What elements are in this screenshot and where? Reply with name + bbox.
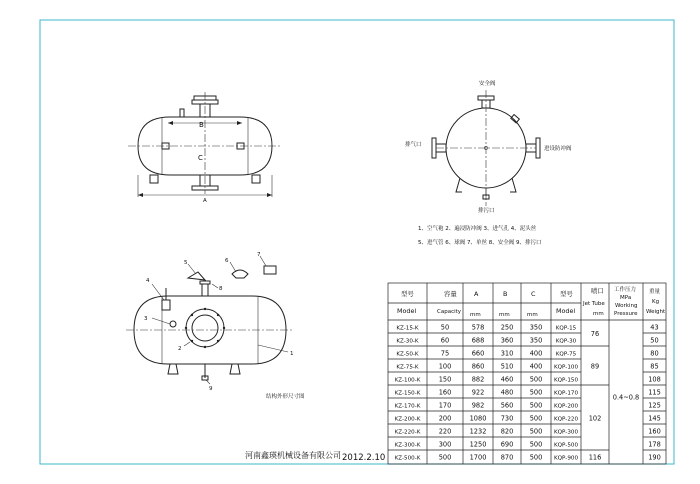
left-foot xyxy=(150,175,158,183)
legend-line-2: 5、进气管 6、球阀 7、单丝 8、安全阀 9、排污口 xyxy=(418,240,542,246)
callout-4: 4 xyxy=(146,278,150,284)
footer-company: 河南鑫瑛机械设备有限公司 xyxy=(245,451,341,460)
table-model-cell: KZ-50-K xyxy=(396,351,419,358)
table-model-cell: KQP-220 xyxy=(553,416,579,423)
table-cell: 578 xyxy=(471,323,485,332)
table-jet-tube-cell: 116 xyxy=(588,453,602,462)
table-model-cell: KQP-900 xyxy=(553,455,579,462)
table-cell: 50 xyxy=(440,323,450,332)
table-cell: 220 xyxy=(438,427,452,436)
callout-9: 9 xyxy=(209,386,213,392)
table-cell: 400 xyxy=(529,349,543,358)
table-cell: 500 xyxy=(529,427,543,436)
safety-valve-label: 安全阀 xyxy=(479,81,496,87)
table-cell: 660 xyxy=(471,349,485,358)
dim-b-label: B xyxy=(199,121,204,129)
table-model-cell: KQP-200 xyxy=(553,403,579,410)
table-cell: 310 xyxy=(500,349,514,358)
table-jet-tube-cell: 102 xyxy=(588,414,602,423)
table-weight-cell: 145 xyxy=(648,414,661,423)
table-cell: 360 xyxy=(500,336,514,345)
small-pipe xyxy=(180,109,184,117)
th-c: C xyxy=(531,290,536,298)
table-cell: 860 xyxy=(471,362,485,371)
table-cell: 200 xyxy=(438,414,452,423)
table-cell: 75 xyxy=(440,349,450,358)
callout-3: 3 xyxy=(144,316,148,322)
structure-safety-valve-cap xyxy=(200,281,210,284)
table-model-cell: KQP-500 xyxy=(553,442,579,449)
structure-caption: 结构外形尺寸图 xyxy=(266,394,305,400)
top-right-boss xyxy=(511,115,520,123)
table-model-cell: KZ-150-K xyxy=(394,390,421,397)
table-model-cell: KZ-30-K xyxy=(396,338,419,345)
table-weight-cell: 80 xyxy=(650,349,659,358)
table-weight-cell: 85 xyxy=(650,362,659,371)
table-cell: 250 xyxy=(500,323,514,332)
th-capacity-cn: 容量 xyxy=(444,290,457,298)
th-weight-en: Weight xyxy=(646,309,666,315)
table-cell: 1080 xyxy=(469,414,487,423)
th-b-unit: mm xyxy=(499,312,510,318)
table-cell: 1700 xyxy=(469,453,487,462)
table-cell: 688 xyxy=(471,336,485,345)
table-pressure-cell: 0.4~0.8 xyxy=(612,393,640,402)
th-pressure-unit: MPa xyxy=(620,295,632,301)
table-model-cell: KQP-30 xyxy=(555,338,577,345)
inlet-port-label: 进设防冲阀 xyxy=(544,146,572,152)
footer-date: 2012.2.10 xyxy=(342,453,386,463)
table-cell: 1232 xyxy=(469,427,487,436)
table-cell: 560 xyxy=(500,401,514,410)
th-tube-en: Jet Tube xyxy=(583,301,605,307)
callout-1: 1 xyxy=(290,351,294,357)
callout-7: 7 xyxy=(257,252,261,258)
structure-valve-6 xyxy=(232,270,248,278)
table-cell: 500 xyxy=(529,375,543,384)
vent-port-label: 排气口 xyxy=(405,142,422,148)
table-cell: 500 xyxy=(529,453,543,462)
table-weight-cell: 108 xyxy=(648,375,661,384)
th-model-cn: 型号 xyxy=(401,290,414,298)
table-cell: 400 xyxy=(529,362,543,371)
table-model-cell: KZ-300-K xyxy=(394,442,421,449)
table-cell: 882 xyxy=(471,375,485,384)
th-pressure-en2: Pressure xyxy=(614,311,638,317)
callout-8: 8 xyxy=(219,286,223,292)
callout-5: 5 xyxy=(184,260,188,266)
th-a: A xyxy=(474,290,479,298)
table-cell: 1250 xyxy=(469,440,487,449)
table-cell: 820 xyxy=(500,427,514,436)
callout-6: 6 xyxy=(225,258,229,264)
structure-foot-left xyxy=(168,364,178,374)
table-cell: 500 xyxy=(529,440,543,449)
table-cell: 460 xyxy=(500,375,514,384)
dim-c-label: C xyxy=(198,154,203,162)
table-weight-cell: 43 xyxy=(650,323,659,332)
th-weight-unit: Kg xyxy=(652,299,660,305)
th-model2-en: Model xyxy=(556,307,576,315)
table-cell: 730 xyxy=(500,414,514,423)
table-model-cell: KQP-100 xyxy=(553,364,579,371)
table-cell: 60 xyxy=(440,336,450,345)
table-cell: 870 xyxy=(500,453,514,462)
structure-view xyxy=(126,252,294,392)
vent-flange xyxy=(432,138,436,158)
table-cell: 160 xyxy=(438,388,452,397)
th-a-unit: mm xyxy=(470,312,481,318)
drain-port-label: 排污口 xyxy=(478,208,495,214)
table-model-cell: KZ-100-K xyxy=(394,377,421,384)
manhole-inner xyxy=(192,315,218,341)
th-tube-cn: 喷口 xyxy=(591,287,604,295)
table-jet-tube-cell: 89 xyxy=(590,362,600,371)
table-weight-cell: 190 xyxy=(648,453,661,462)
drawing-frame xyxy=(40,20,674,464)
table-cell: 500 xyxy=(529,388,543,397)
structure-safety-valve xyxy=(202,284,208,296)
table-model-cell: KQP-75 xyxy=(555,351,577,358)
table-cell: 922 xyxy=(471,388,485,397)
table-cell: 300 xyxy=(438,440,452,449)
th-c-unit: mm xyxy=(527,312,538,318)
table-cell: 170 xyxy=(438,401,452,410)
dim-a-label: A xyxy=(203,198,207,204)
th-tube-unit: mm xyxy=(593,311,604,317)
table-cell: 150 xyxy=(438,375,452,384)
front-view xyxy=(128,92,282,204)
table-cell: 500 xyxy=(529,401,543,410)
table-cell: 350 xyxy=(529,336,543,345)
table-cell: 480 xyxy=(500,388,514,397)
th-weight-cn: 重量 xyxy=(649,289,661,295)
right-leg xyxy=(510,178,516,192)
callout-2: 2 xyxy=(178,346,182,352)
table-model-cell: KQP-150 xyxy=(553,377,579,384)
th-capacity-en: Capacity xyxy=(437,309,462,315)
th-pressure-en1: Working xyxy=(615,303,638,309)
table-weight-cell: 178 xyxy=(648,440,661,449)
side-view xyxy=(405,79,572,214)
table-model-cell: KZ-500-K xyxy=(394,455,421,462)
th-pressure-cn: 工作压力 xyxy=(614,287,637,293)
structure-ball-valve xyxy=(188,272,205,280)
table-model-cell: KQP-15 xyxy=(555,325,577,332)
table-weight-cell: 160 xyxy=(648,427,661,436)
th-model-en: Model xyxy=(397,307,417,315)
table-weight-cell: 50 xyxy=(650,336,659,345)
legend-line-1: 1、空气袍 2、遍浸防冲阀 3、进气孔 4、泥头丝 xyxy=(418,226,537,232)
structure-socket xyxy=(162,300,170,310)
table-model-cell: KZ-200-K xyxy=(394,416,421,423)
table-weight-cell: 115 xyxy=(648,388,661,397)
table-cell: 100 xyxy=(438,362,452,371)
table-weight-cell: 125 xyxy=(648,401,661,410)
structure-part-7 xyxy=(264,266,276,274)
spec-table xyxy=(388,283,666,464)
table-model-cell: KZ-15-K xyxy=(396,325,419,332)
table-cell: 500 xyxy=(438,453,452,462)
table-model-cell: KZ-220-K xyxy=(394,429,421,436)
inlet-flange xyxy=(536,138,540,158)
table-cell: 500 xyxy=(529,414,543,423)
table-cell: 350 xyxy=(529,323,543,332)
table-cell: 690 xyxy=(500,440,514,449)
table-model-cell: KZ-170-K xyxy=(394,403,421,410)
structure-inlet-hole xyxy=(170,321,176,327)
table-model-cell: KQP-300 xyxy=(553,429,579,436)
th-b: B xyxy=(503,290,508,298)
table-model-cell: KQP-170 xyxy=(553,390,579,397)
table-cell: 510 xyxy=(500,362,514,371)
right-foot xyxy=(252,175,260,183)
left-leg xyxy=(456,178,462,192)
th-model2-cn: 型号 xyxy=(560,290,573,298)
structure-foot-right xyxy=(230,364,240,374)
table-jet-tube-cell: 76 xyxy=(590,330,600,338)
table-cell: 982 xyxy=(471,401,485,410)
table-model-cell: KZ-75-K xyxy=(396,364,419,371)
